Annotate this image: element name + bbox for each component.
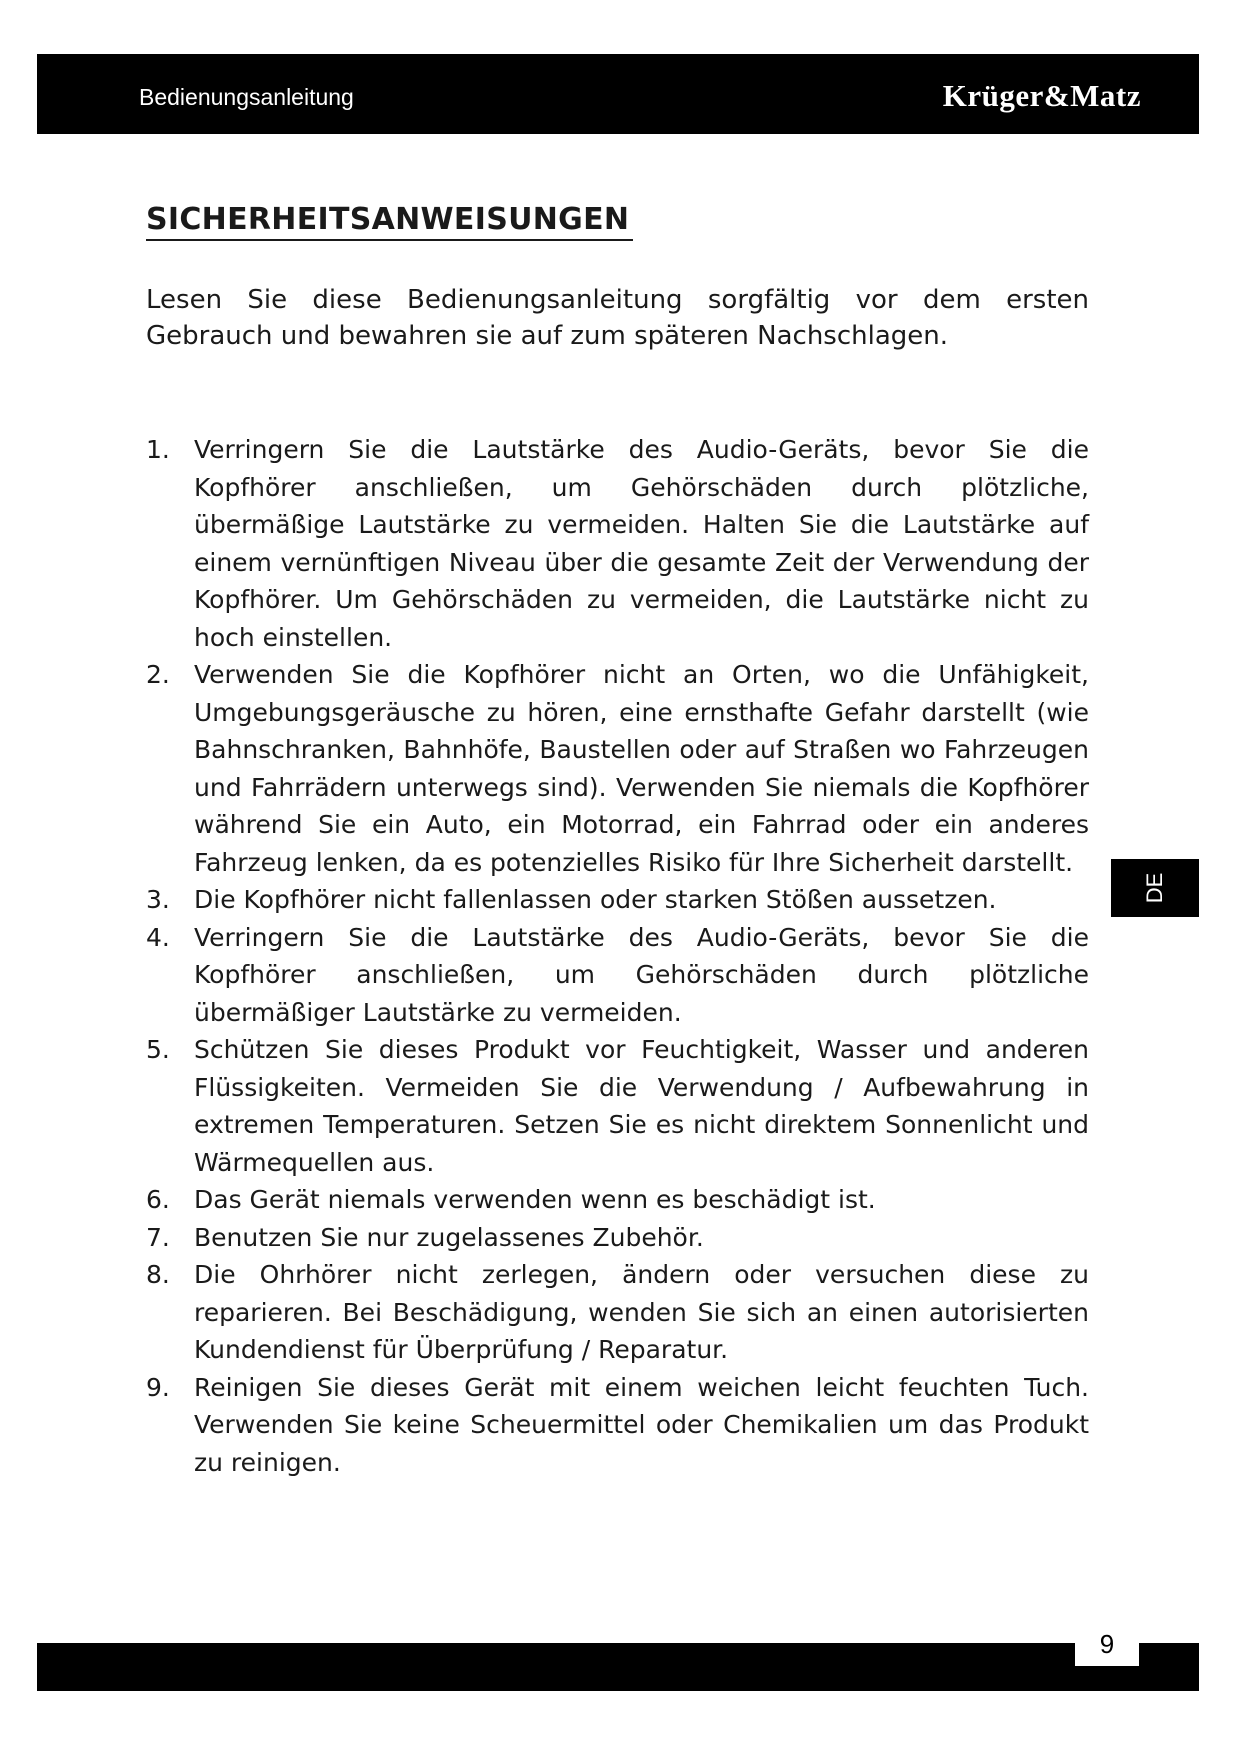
list-item: [146, 1219, 1089, 1257]
item-number: 1.: [146, 435, 170, 464]
page-number: 9: [1075, 1626, 1139, 1666]
item-text: Reinigen Sie dieses Gerät mit einem weichen leicht feuchten Tuch. Verwenden Sie keine Scheuermittel oder Chemikalien um das Produkt zu reinigen.: [194, 1372, 1089, 1477]
section-heading: SICHERHEITSANWEISUNGEN: [146, 203, 633, 241]
list-item: [146, 1031, 1089, 1181]
list-item: [146, 656, 1089, 881]
page-header: [37, 54, 1199, 134]
list-item: [146, 1181, 1089, 1219]
item-text: Benutzen Sie nur zugelassenes Zubehör.: [194, 1222, 704, 1252]
item-number: 5.: [146, 1035, 170, 1064]
safety-instructions-list: [146, 431, 1089, 1481]
list-item: [146, 1256, 1089, 1369]
list-item: [146, 1369, 1089, 1482]
item-number: 8.: [146, 1260, 170, 1289]
item-text: Verringern Sie die Lautstärke des Audio-Geräts, bevor Sie die Kopfhörer anschließen, um Gehörschäden durch plötzliche, übermäßige Lautstärke zu vermeiden. Halten Sie die Lautstärke auf einem vernünftigen Niveau über die gesamte Zeit der Verwendung der Kopfhörer. Um Gehörschäden zu vermeiden, die Lautstärke nicht zu hoch einstellen.: [194, 435, 1089, 652]
item-number: 9.: [146, 1372, 170, 1402]
item-text: Schützen Sie dieses Produkt vor Feuchtigkeit, Wasser und anderen Flüssigkeiten. Vermeiden Sie die Verwendung / Aufbewahrung in extremen Temperaturen. Setzen Sie es nicht direktem Sonnenlicht und Wärmequellen aus.: [194, 1035, 1089, 1177]
item-number: 7.: [146, 1222, 170, 1252]
item-text: Die Kopfhörer nicht fallenlassen oder starken Stößen aussetzen.: [194, 885, 997, 914]
item-number: 4.: [146, 922, 170, 952]
language-tab-label: DE: [1142, 872, 1167, 904]
language-tab: [1111, 859, 1199, 917]
header-title: Bedienungsanleitung: [139, 84, 354, 110]
list-item: [146, 881, 1089, 919]
page-footer: [37, 1643, 1199, 1691]
item-text: Verringern Sie die Lautstärke des Audio-Geräts, bevor Sie die Kopfhörer anschließen, um Gehörschäden durch plötzliche übermäßiger Lautstärke zu vermeiden.: [194, 922, 1089, 1027]
brand-logo: Krüger&Matz: [942, 78, 1141, 113]
item-text: Das Gerät niemals verwenden wenn es beschädigt ist.: [194, 1185, 876, 1214]
list-item: [146, 919, 1089, 1032]
item-number: 2.: [146, 660, 170, 689]
list-item: [146, 431, 1089, 656]
intro-paragraph: Lesen Sie diese Bedienungsanleitung sorgfältig vor dem ersten Gebrauch und bewahren sie auf zum späteren Nachschlagen.: [146, 285, 1089, 351]
item-number: 6.: [146, 1185, 170, 1214]
item-text: Verwenden Sie die Kopfhörer nicht an Orten, wo die Unfähigkeit, Umgebungsgeräusche zu hören, eine ernsthafte Gefahr darstellt (wie Bahnschranken, Bahnhöfe, Baustellen oder auf Straßen wo Fahrzeugen und Fahrrädern unterwegs sind). Verwenden Sie niemals die Kopfhörer während Sie ein Auto, ein Motorrad, ein Fahrrad oder ein anderes Fahrzeug lenken, da es potenzielles Risiko für Ihre Sicherheit darstellt.: [194, 660, 1089, 877]
item-number: 3.: [146, 885, 170, 914]
item-text: Die Ohrhörer nicht zerlegen, ändern oder versuchen diese zu reparieren. Bei Beschädigung, wenden Sie sich an einen autorisierten Kundendienst für Überprüfung / Reparatur.: [194, 1260, 1089, 1364]
